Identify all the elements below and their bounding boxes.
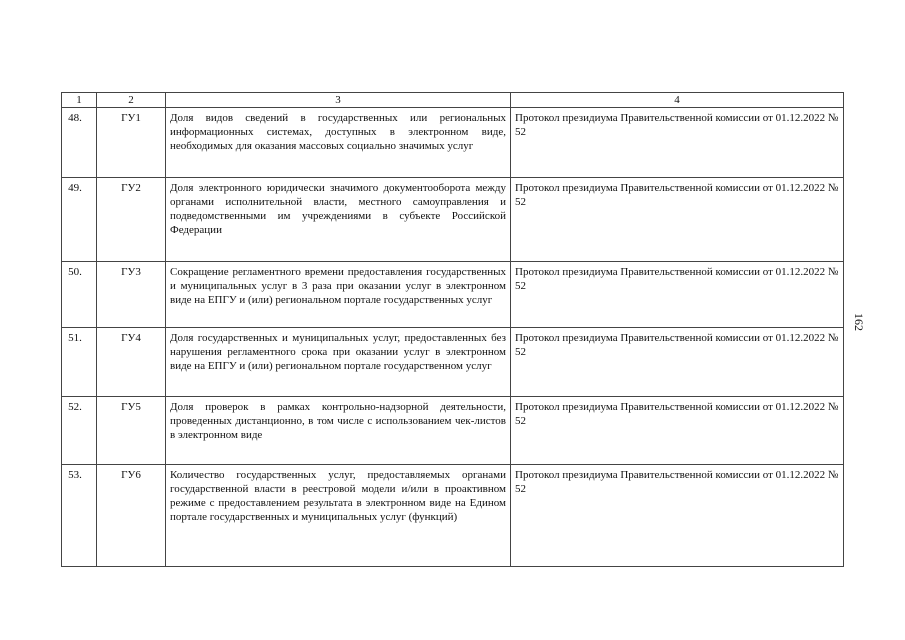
indicator-source: Протокол президиума Правительственной комиссии от 01.12.2022 № 52: [511, 262, 844, 328]
row-number: 51.: [62, 328, 97, 397]
table-row: [62, 328, 844, 397]
table-row: [62, 465, 844, 567]
row-number: 52.: [62, 397, 97, 465]
row-number: 50.: [62, 262, 97, 328]
table-row: [62, 108, 844, 178]
indicator-source: Протокол президиума Правительственной комиссии от 01.12.2022 № 52: [511, 397, 844, 465]
indicator-code: ГУ6: [97, 465, 166, 567]
header-col-3: 3: [166, 93, 511, 108]
header-col-2: 2: [97, 93, 166, 108]
indicator-source: Протокол президиума Правительственной комиссии от 01.12.2022 № 52: [511, 328, 844, 397]
header-row: [62, 93, 844, 108]
row-number: 48.: [62, 108, 97, 178]
indicator-code: ГУ3: [97, 262, 166, 328]
table-row: [62, 397, 844, 465]
indicator-description: Доля государственных и муниципальных услуг, предоставленных без нарушения регламентного срока при оказании услуг в электронном виде на ЕПГУ и (или) региональном портале государственном услуг: [166, 328, 511, 397]
indicator-source: Протокол президиума Правительственной комиссии от 01.12.2022 № 52: [511, 465, 844, 567]
page-number: 162: [852, 313, 866, 331]
indicator-source: Протокол президиума Правительственной комиссии от 01.12.2022 № 52: [511, 178, 844, 262]
header-col-1: 1: [62, 93, 97, 108]
row-number: 53.: [62, 465, 97, 567]
table-row: [62, 178, 844, 262]
indicator-code: ГУ4: [97, 328, 166, 397]
indicator-description: Количество государственных услуг, предоставляемых органами государственной власти в реестровой модели и/или в проактивном режиме с предоставлением результата в электронном виде на Едином портале государственных и муниципальных услуг (функций): [166, 465, 511, 567]
indicator-code: ГУ1: [97, 108, 166, 178]
indicator-code: ГУ2: [97, 178, 166, 262]
indicator-description: Доля видов сведений в государственных или региональных информационных системах, доступных в электронном виде, необходимых для оказания массовых социально значимых услуг: [166, 108, 511, 178]
indicator-source: Протокол президиума Правительственной комиссии от 01.12.2022 № 52: [511, 108, 844, 178]
indicators-table: [61, 92, 844, 567]
row-number: 49.: [62, 178, 97, 262]
indicator-description: Сокращение регламентного времени предоставления государственных и муниципальных услуг в 3 раза при оказании услуг в электронном виде на ЕПГУ и (или) региональном портале государственных услуг: [166, 262, 511, 328]
indicator-code: ГУ5: [97, 397, 166, 465]
indicator-description: Доля проверок в рамках контрольно-надзорной деятельности, проведенных дистанционно, в том числе с использованием чек-листов в электронном виде: [166, 397, 511, 465]
table-row: [62, 262, 844, 328]
header-col-4: 4: [511, 93, 844, 108]
indicator-description: Доля электронного юридически значимого документооборота между органами исполнительной власти, местного самоуправления и подведомственными им учреждениями в субъекте Российской Федерации: [166, 178, 511, 262]
